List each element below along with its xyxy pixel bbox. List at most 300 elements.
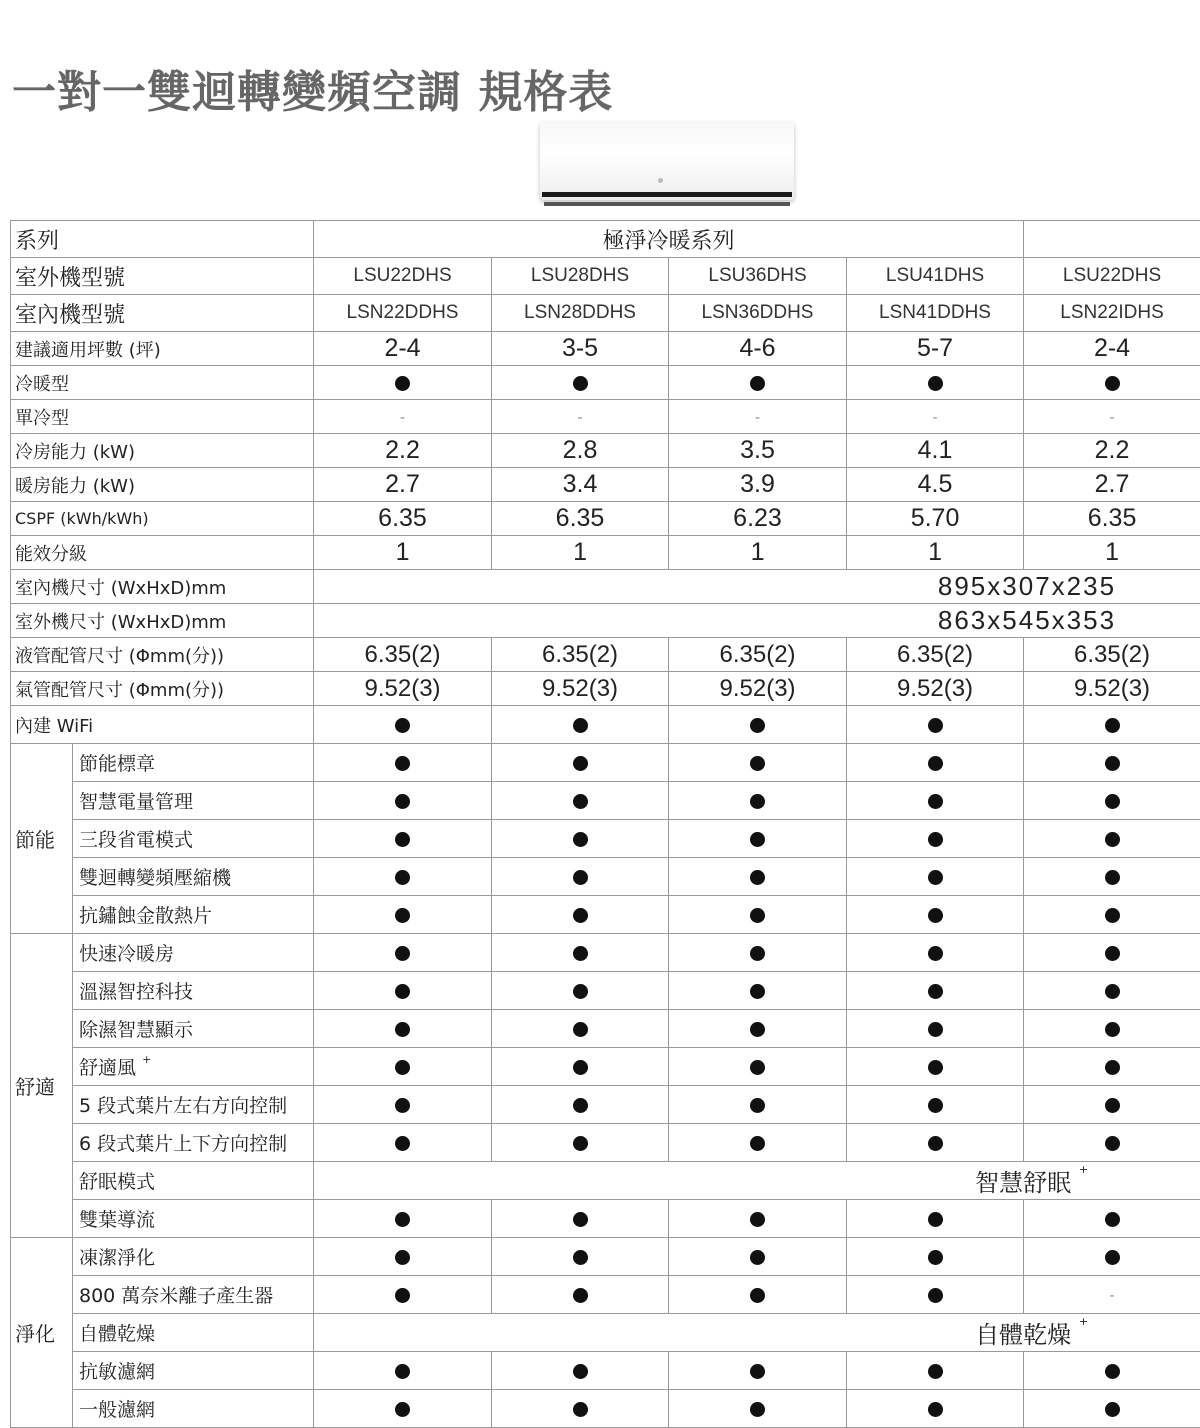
value-cell: 6.35(2) bbox=[492, 638, 669, 672]
check-cell bbox=[847, 1048, 1024, 1086]
bullet-icon bbox=[928, 718, 943, 733]
value-cell: 3-5 bbox=[492, 332, 669, 366]
cool-only-row bbox=[11, 400, 1200, 434]
bullet-icon bbox=[928, 1022, 943, 1037]
feature-label: 一般濾網 bbox=[73, 1390, 314, 1428]
bullet-icon bbox=[928, 870, 943, 885]
check-cell bbox=[314, 1276, 492, 1314]
value-cell: 1 bbox=[314, 536, 492, 570]
feature-label: 三段省電模式 bbox=[73, 820, 314, 858]
feature-label: 智慧電量管理 bbox=[73, 782, 314, 820]
model-cell: LSU22DHS bbox=[1024, 258, 1200, 295]
feature-label: 800 萬奈米離子產生器 bbox=[73, 1276, 314, 1314]
check-cell bbox=[492, 972, 669, 1010]
feature-label bbox=[73, 1048, 314, 1086]
check-cell bbox=[1024, 896, 1200, 934]
check-cell bbox=[1024, 744, 1200, 782]
check-cell bbox=[1024, 1048, 1200, 1086]
bullet-icon bbox=[1105, 984, 1120, 999]
bullet-icon bbox=[573, 376, 588, 391]
bullet-icon bbox=[395, 946, 410, 961]
bullet-icon bbox=[1105, 1364, 1120, 1379]
check-cell bbox=[1024, 706, 1200, 744]
check-cell bbox=[669, 1010, 847, 1048]
row-label: 單冷型 bbox=[11, 400, 314, 434]
bullet-icon bbox=[395, 718, 410, 733]
row-label: 冷暖型 bbox=[11, 366, 314, 400]
check-cell bbox=[669, 934, 847, 972]
dash-mark: - bbox=[577, 410, 582, 426]
feature-row bbox=[11, 1390, 1200, 1428]
indoor-size-value: 895x307x235 bbox=[314, 570, 1200, 604]
check-cell bbox=[492, 366, 669, 400]
plus-mark: + bbox=[142, 1053, 151, 1066]
check-cell bbox=[314, 1048, 492, 1086]
bullet-icon bbox=[1105, 1098, 1120, 1113]
bullet-icon bbox=[750, 946, 765, 961]
check-cell bbox=[492, 1048, 669, 1086]
bullet-icon bbox=[750, 1212, 765, 1227]
bullet-icon bbox=[573, 1364, 588, 1379]
bullet-icon bbox=[573, 1250, 588, 1265]
bullet-icon bbox=[928, 1212, 943, 1227]
check-cell bbox=[492, 1352, 669, 1390]
bullet-icon bbox=[573, 1288, 588, 1303]
check-cell bbox=[847, 1086, 1024, 1124]
check-cell bbox=[847, 706, 1024, 744]
feature-label: 自體乾燥 bbox=[73, 1314, 314, 1352]
indoor-model-row bbox=[11, 295, 1200, 332]
check-cell bbox=[847, 1200, 1024, 1238]
outdoor-size-value: 863x545x353 bbox=[314, 604, 1200, 638]
bullet-icon bbox=[573, 1060, 588, 1075]
dash-mark: - bbox=[755, 410, 760, 426]
bullet-icon bbox=[1105, 718, 1120, 733]
bullet-icon bbox=[928, 1402, 943, 1417]
check-cell bbox=[314, 858, 492, 896]
check-cell bbox=[847, 366, 1024, 400]
air-vent-lower bbox=[544, 202, 790, 206]
row-label: 氣管配管尺寸 (Φmm(分)) bbox=[11, 672, 314, 706]
feature-row bbox=[11, 1314, 1200, 1352]
bullet-icon bbox=[1105, 1212, 1120, 1227]
check-cell bbox=[669, 1048, 847, 1086]
value-cell: 2.7 bbox=[314, 468, 492, 502]
check-cell bbox=[1024, 782, 1200, 820]
bullet-icon bbox=[928, 946, 943, 961]
value-cell: 9.52(3) bbox=[1024, 672, 1200, 706]
check-cell bbox=[1024, 858, 1200, 896]
row-label: 室外機型號 bbox=[11, 258, 314, 295]
bullet-icon bbox=[573, 832, 588, 847]
dash-cell bbox=[1024, 400, 1200, 434]
dash-cell bbox=[669, 400, 847, 434]
row-label: 建議適用坪數 (坪) bbox=[11, 332, 314, 366]
category-energy: 節能 bbox=[11, 744, 73, 934]
feature-row bbox=[11, 782, 1200, 820]
bullet-icon bbox=[928, 832, 943, 847]
check-cell bbox=[314, 1352, 492, 1390]
check-cell bbox=[1024, 1086, 1200, 1124]
feature-row bbox=[11, 1200, 1200, 1238]
bullet-icon bbox=[573, 870, 588, 885]
air-vent bbox=[542, 192, 792, 197]
feature-row bbox=[11, 934, 1200, 972]
check-cell bbox=[1024, 1352, 1200, 1390]
bullet-icon bbox=[1105, 1402, 1120, 1417]
bullet-icon bbox=[750, 794, 765, 809]
bullet-icon bbox=[928, 1288, 943, 1303]
model-cell: LSN22DDHS bbox=[314, 295, 492, 332]
check-cell bbox=[492, 820, 669, 858]
outdoor-model-row bbox=[11, 258, 1200, 295]
bullet-icon bbox=[1105, 832, 1120, 847]
bullet-icon bbox=[395, 756, 410, 771]
bullet-icon bbox=[573, 984, 588, 999]
bullet-icon bbox=[750, 1136, 765, 1151]
bullet-icon bbox=[1105, 946, 1120, 961]
bullet-icon bbox=[928, 1098, 943, 1113]
feature-label: 抗鏽蝕金散熱片 bbox=[73, 896, 314, 934]
check-cell bbox=[847, 972, 1024, 1010]
row-label: 系列 bbox=[11, 221, 314, 258]
check-cell bbox=[492, 896, 669, 934]
value-cell: 6.23 bbox=[669, 502, 847, 536]
check-cell bbox=[847, 1276, 1024, 1314]
bullet-icon bbox=[573, 908, 588, 923]
dash-cell bbox=[314, 400, 492, 434]
bullet-icon bbox=[395, 794, 410, 809]
check-cell bbox=[314, 1390, 492, 1428]
check-cell bbox=[1024, 366, 1200, 400]
row-label: 室內機型號 bbox=[11, 295, 314, 332]
bullet-icon bbox=[928, 1250, 943, 1265]
value-cell: 9.52(3) bbox=[847, 672, 1024, 706]
check-cell bbox=[669, 782, 847, 820]
bullet-icon bbox=[928, 1364, 943, 1379]
category-purify: 淨化 bbox=[11, 1238, 73, 1428]
check-cell bbox=[492, 1276, 669, 1314]
bullet-icon bbox=[750, 1098, 765, 1113]
bullet-icon bbox=[395, 1022, 410, 1037]
feature-label: 6 段式葉片上下方向控制 bbox=[73, 1124, 314, 1162]
bullet-icon bbox=[928, 756, 943, 771]
value-cell: 1 bbox=[492, 536, 669, 570]
check-cell bbox=[492, 1238, 669, 1276]
dash-cell bbox=[847, 400, 1024, 434]
check-cell bbox=[314, 1238, 492, 1276]
value-cell: 6.35 bbox=[492, 502, 669, 536]
row-label: 內建 WiFi bbox=[11, 706, 314, 744]
efficiency-row bbox=[11, 536, 1200, 570]
check-cell bbox=[1024, 1124, 1200, 1162]
feature-row bbox=[11, 858, 1200, 896]
value-cell: 6.35(2) bbox=[314, 638, 492, 672]
dash-mark: - bbox=[1110, 1288, 1115, 1304]
value-cell: 3.4 bbox=[492, 468, 669, 502]
check-cell bbox=[492, 934, 669, 972]
check-cell bbox=[847, 820, 1024, 858]
check-cell bbox=[847, 896, 1024, 934]
bullet-icon bbox=[395, 984, 410, 999]
area-row bbox=[11, 332, 1200, 366]
self-dry-value-text: 自體乾燥 bbox=[975, 1321, 1071, 1349]
page-title: 一對一雙迴轉變頻空調 規格表 bbox=[12, 56, 613, 120]
dash-cell bbox=[1024, 1276, 1200, 1314]
bullet-icon bbox=[395, 1288, 410, 1303]
heat-pump-row bbox=[11, 366, 1200, 400]
bullet-icon bbox=[750, 756, 765, 771]
feature-label: 舒眠模式 bbox=[73, 1162, 314, 1200]
feature-label: 溫濕智控科技 bbox=[73, 972, 314, 1010]
bullet-icon bbox=[750, 376, 765, 391]
bullet-icon bbox=[573, 1022, 588, 1037]
check-cell bbox=[314, 934, 492, 972]
check-cell bbox=[1024, 934, 1200, 972]
bullet-icon bbox=[573, 1212, 588, 1227]
bullet-icon bbox=[928, 794, 943, 809]
bullet-icon bbox=[1105, 908, 1120, 923]
check-cell bbox=[1024, 972, 1200, 1010]
bullet-icon bbox=[1105, 870, 1120, 885]
feature-label: 抗敏濾網 bbox=[73, 1352, 314, 1390]
check-cell bbox=[314, 1200, 492, 1238]
model-cell: LSN28DDHS bbox=[492, 295, 669, 332]
check-cell bbox=[669, 1200, 847, 1238]
row-label: CSPF (kWh/kWh) bbox=[11, 502, 314, 536]
check-cell bbox=[492, 1086, 669, 1124]
feature-row bbox=[11, 1010, 1200, 1048]
bullet-icon bbox=[1105, 794, 1120, 809]
check-cell bbox=[314, 744, 492, 782]
feature-row bbox=[11, 972, 1200, 1010]
value-cell: 5.70 bbox=[847, 502, 1024, 536]
feature-label: 除濕智慧顯示 bbox=[73, 1010, 314, 1048]
category-comfort: 舒適 bbox=[11, 934, 73, 1238]
bullet-icon bbox=[750, 1060, 765, 1075]
bullet-icon bbox=[928, 376, 943, 391]
check-cell bbox=[314, 896, 492, 934]
feature-row bbox=[11, 1124, 1200, 1162]
row-label: 能效分級 bbox=[11, 536, 314, 570]
row-label: 暖房能力 (kW) bbox=[11, 468, 314, 502]
bullet-icon bbox=[395, 832, 410, 847]
check-cell bbox=[669, 1086, 847, 1124]
bullet-icon bbox=[1105, 1250, 1120, 1265]
check-cell bbox=[669, 366, 847, 400]
feature-label: 雙迴轉變頻壓縮機 bbox=[73, 858, 314, 896]
check-cell bbox=[847, 1390, 1024, 1428]
feature-label: 雙葉導流 bbox=[73, 1200, 314, 1238]
feature-label: 快速冷暖房 bbox=[73, 934, 314, 972]
sleep-value bbox=[314, 1162, 1200, 1200]
feature-row bbox=[11, 1276, 1200, 1314]
bullet-icon bbox=[573, 794, 588, 809]
heating-capacity-row bbox=[11, 468, 1200, 502]
spec-table bbox=[10, 220, 1200, 1428]
value-cell: 6.35(2) bbox=[847, 638, 1024, 672]
bullet-icon bbox=[395, 1402, 410, 1417]
check-cell bbox=[492, 744, 669, 782]
check-cell bbox=[669, 1390, 847, 1428]
bullet-icon bbox=[928, 908, 943, 923]
bullet-icon bbox=[750, 832, 765, 847]
check-cell bbox=[1024, 1238, 1200, 1276]
dash-mark: - bbox=[1110, 410, 1115, 426]
check-cell bbox=[847, 934, 1024, 972]
check-cell bbox=[492, 858, 669, 896]
bullet-icon bbox=[928, 1060, 943, 1075]
feature-row bbox=[11, 1352, 1200, 1390]
bullet-icon bbox=[928, 1136, 943, 1151]
bullet-icon bbox=[573, 756, 588, 771]
bullet-icon bbox=[395, 870, 410, 885]
bullet-icon bbox=[1105, 1136, 1120, 1151]
bullet-icon bbox=[1105, 376, 1120, 391]
value-cell: 4.1 bbox=[847, 434, 1024, 468]
check-cell bbox=[669, 1238, 847, 1276]
model-cell: LSN41DDHS bbox=[847, 295, 1024, 332]
bullet-icon bbox=[395, 376, 410, 391]
feature-label: 節能標章 bbox=[73, 744, 314, 782]
value-cell: 6.35(2) bbox=[1024, 638, 1200, 672]
value-cell: 2.8 bbox=[492, 434, 669, 468]
indoor-size-row bbox=[11, 570, 1200, 604]
bullet-icon bbox=[750, 718, 765, 733]
feature-label: 凍潔淨化 bbox=[73, 1238, 314, 1276]
feature-row bbox=[11, 820, 1200, 858]
self-dry-value bbox=[314, 1314, 1200, 1352]
bullet-icon bbox=[750, 984, 765, 999]
brand-logo-dot bbox=[658, 178, 663, 183]
row-label: 室外機尺寸 (WxHxD)mm bbox=[11, 604, 314, 638]
value-cell: 9.52(3) bbox=[314, 672, 492, 706]
check-cell bbox=[669, 820, 847, 858]
value-cell: 2.7 bbox=[1024, 468, 1200, 502]
value-cell: 6.35(2) bbox=[669, 638, 847, 672]
bullet-icon bbox=[395, 1098, 410, 1113]
bullet-icon bbox=[573, 946, 588, 961]
feature-row bbox=[11, 1086, 1200, 1124]
value-cell: 3.9 bbox=[669, 468, 847, 502]
value-cell: 2-4 bbox=[314, 332, 492, 366]
plus-mark: + bbox=[1079, 1315, 1088, 1328]
check-cell bbox=[847, 744, 1024, 782]
check-cell bbox=[847, 1124, 1024, 1162]
wifi-row bbox=[11, 706, 1200, 744]
row-label: 冷房能力 (kW) bbox=[11, 434, 314, 468]
check-cell bbox=[314, 706, 492, 744]
value-cell: 3.5 bbox=[669, 434, 847, 468]
check-cell bbox=[314, 366, 492, 400]
check-cell bbox=[492, 1124, 669, 1162]
series-name: 極淨冷暖系列 bbox=[314, 221, 1024, 258]
check-cell bbox=[669, 744, 847, 782]
check-cell bbox=[847, 1238, 1024, 1276]
model-cell: LSU36DHS bbox=[669, 258, 847, 295]
feature-label: 5 段式葉片左右方向控制 bbox=[73, 1086, 314, 1124]
model-cell: LSN22IDHS bbox=[1024, 295, 1200, 332]
bullet-icon bbox=[1105, 1060, 1120, 1075]
plus-mark: + bbox=[1079, 1163, 1088, 1176]
row-label: 室內機尺寸 (WxHxD)mm bbox=[11, 570, 314, 604]
value-cell: 2.2 bbox=[314, 434, 492, 468]
value-cell: 5-7 bbox=[847, 332, 1024, 366]
bullet-icon bbox=[395, 1364, 410, 1379]
liquid-pipe-row bbox=[11, 638, 1200, 672]
check-cell bbox=[1024, 1200, 1200, 1238]
bullet-icon bbox=[573, 1098, 588, 1113]
check-cell bbox=[314, 1010, 492, 1048]
bullet-icon bbox=[573, 718, 588, 733]
check-cell bbox=[314, 782, 492, 820]
check-cell bbox=[1024, 1390, 1200, 1428]
value-cell: 1 bbox=[669, 536, 847, 570]
model-cell: LSU28DHS bbox=[492, 258, 669, 295]
check-cell bbox=[847, 1010, 1024, 1048]
bullet-icon bbox=[573, 1136, 588, 1151]
bullet-icon bbox=[750, 1364, 765, 1379]
outdoor-size-row bbox=[11, 604, 1200, 638]
feature-row bbox=[11, 1048, 1200, 1086]
check-cell bbox=[492, 1390, 669, 1428]
value-cell: 6.35 bbox=[314, 502, 492, 536]
bullet-icon bbox=[750, 1022, 765, 1037]
check-cell bbox=[847, 858, 1024, 896]
sleep-value-text: 智慧舒眠 bbox=[975, 1169, 1071, 1197]
gas-pipe-row bbox=[11, 672, 1200, 706]
check-cell bbox=[314, 1086, 492, 1124]
series-empty-cell bbox=[1024, 221, 1200, 258]
check-cell bbox=[669, 1276, 847, 1314]
check-cell bbox=[669, 972, 847, 1010]
model-cell: LSU41DHS bbox=[847, 258, 1024, 295]
check-cell bbox=[492, 782, 669, 820]
feature-label-text: 舒適風 bbox=[79, 1057, 136, 1079]
bullet-icon bbox=[573, 1402, 588, 1417]
feature-row bbox=[11, 1162, 1200, 1200]
cooling-capacity-row bbox=[11, 434, 1200, 468]
bullet-icon bbox=[928, 984, 943, 999]
model-cell: LSU22DHS bbox=[314, 258, 492, 295]
feature-row bbox=[11, 1238, 1200, 1276]
bullet-icon bbox=[750, 1402, 765, 1417]
check-cell bbox=[314, 1124, 492, 1162]
check-cell bbox=[314, 972, 492, 1010]
check-cell bbox=[314, 820, 492, 858]
feature-row bbox=[11, 896, 1200, 934]
value-cell: 1 bbox=[1024, 536, 1200, 570]
series-row bbox=[11, 221, 1200, 258]
bullet-icon bbox=[395, 1250, 410, 1265]
value-cell: 4.5 bbox=[847, 468, 1024, 502]
bullet-icon bbox=[395, 1136, 410, 1151]
bullet-icon bbox=[395, 1212, 410, 1227]
dash-mark: - bbox=[932, 410, 937, 426]
bullet-icon bbox=[750, 908, 765, 923]
dash-mark: - bbox=[400, 410, 405, 426]
value-cell: 2-4 bbox=[1024, 332, 1200, 366]
check-cell bbox=[669, 706, 847, 744]
check-cell bbox=[847, 782, 1024, 820]
check-cell bbox=[669, 896, 847, 934]
check-cell bbox=[669, 1124, 847, 1162]
value-cell: 1 bbox=[847, 536, 1024, 570]
check-cell bbox=[492, 706, 669, 744]
check-cell bbox=[669, 858, 847, 896]
value-cell: 4-6 bbox=[669, 332, 847, 366]
check-cell bbox=[1024, 1010, 1200, 1048]
